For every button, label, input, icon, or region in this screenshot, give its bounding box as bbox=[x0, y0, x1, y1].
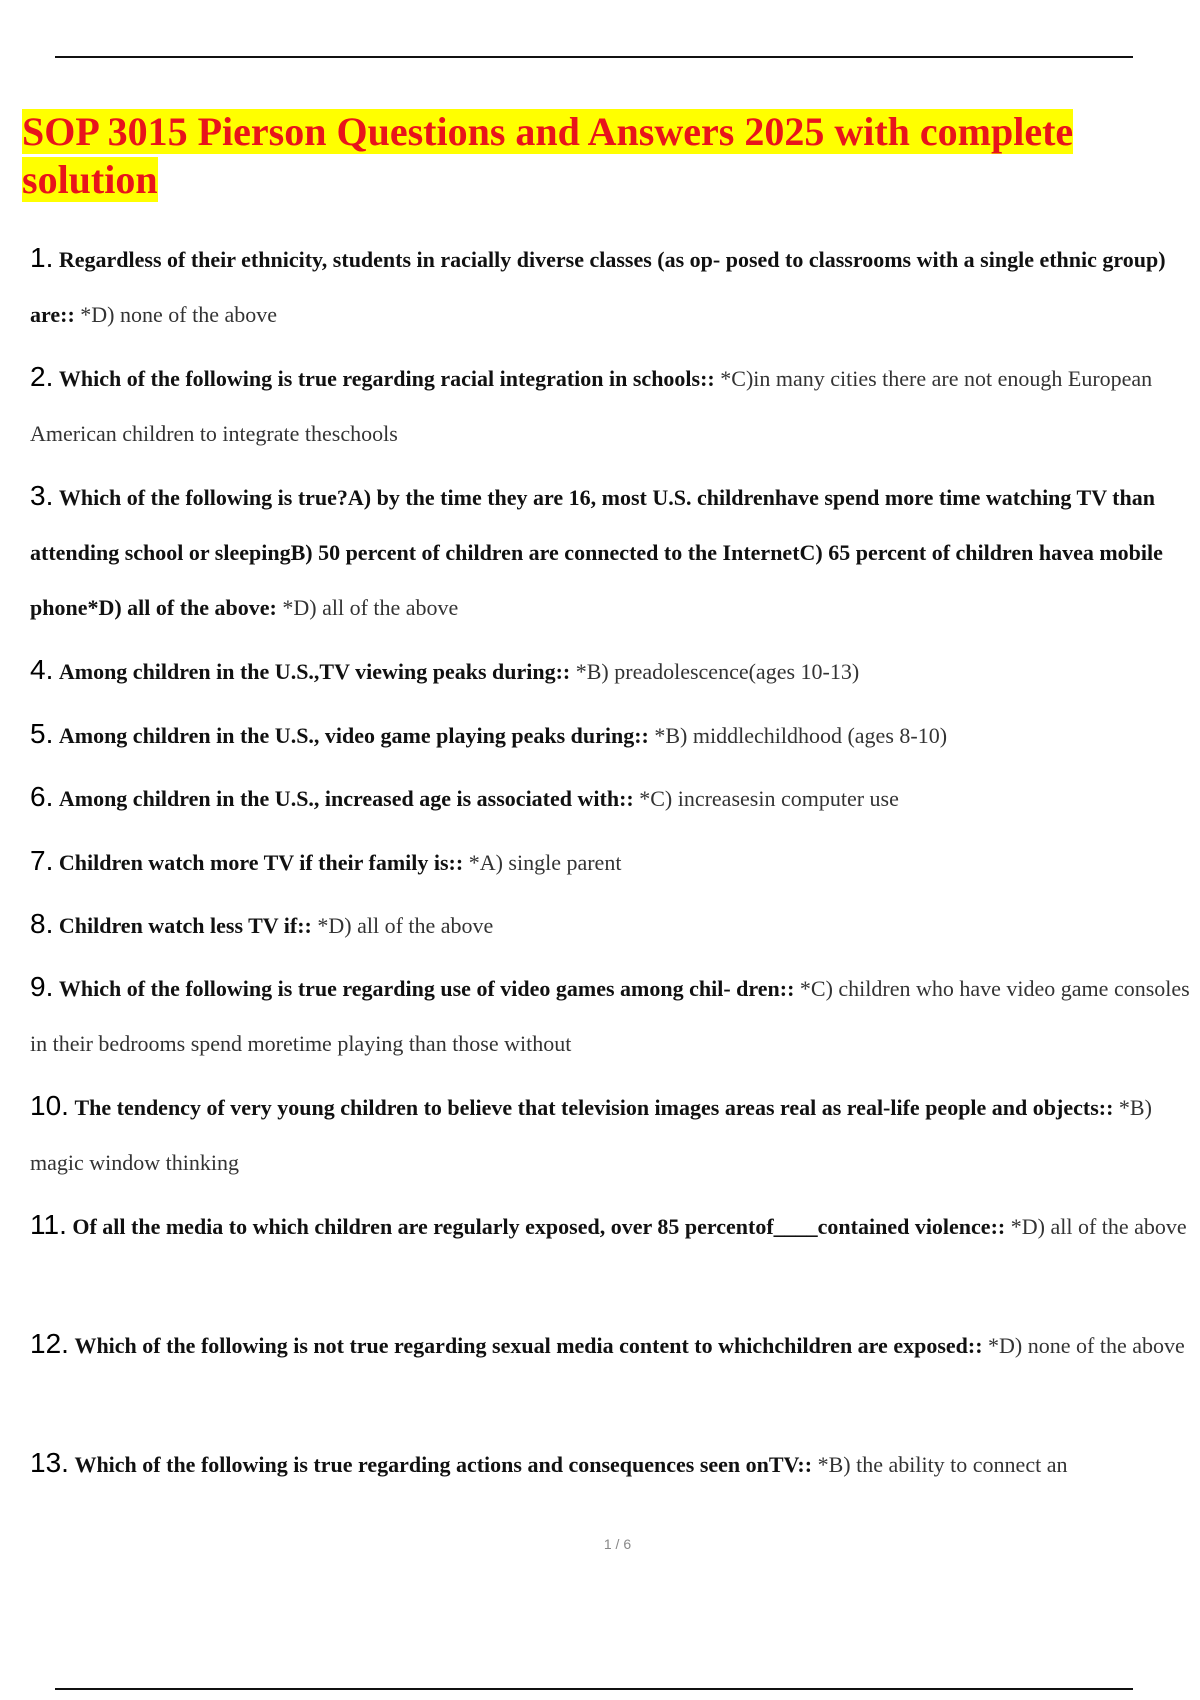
question-text: Which of the following is true regarding use of video games among chil- dren:: bbox=[58, 976, 795, 1001]
question-text: Among children in the U.S., increased age is associated with:: bbox=[58, 786, 634, 811]
question-text: Which of the following is true regarding actions and consequences seen onTV:: bbox=[74, 1452, 813, 1477]
question-number: 12. bbox=[30, 1328, 69, 1359]
question-text: Children watch less TV if:: bbox=[58, 913, 312, 938]
qa-item-8 bbox=[30, 896, 1190, 953]
answer-text: *D) none of the above bbox=[80, 302, 278, 327]
document-title-text: SOP 3015 Pierson Questions and Answers 2025 with complete solution bbox=[22, 109, 1074, 202]
answer-text: *C) children who have video game consoles in their bedrooms spend moretime playing than those without bbox=[30, 976, 1190, 1056]
answer-text: *C) increasesin computer use bbox=[639, 786, 899, 811]
answer-text: *C)in many cities there are not enough European American children to integrate theschools bbox=[30, 366, 1153, 446]
question-text: Which of the following is true?A) by the time they are 16, most U.S. childrenhave spend more time watching TV than attending school or sleepingB) 50 percent of children are connected to the InternetC) 65 percent of children havea mobile phone*D) all of the above: bbox=[30, 485, 1163, 620]
answer-text: *D) all of the above bbox=[1010, 1214, 1187, 1239]
question-text: Regardless of their ethnicity, students in racially diverse classes (as op- posed to classrooms with a single ethnic group) are:: bbox=[30, 247, 1166, 327]
question-number: 9. bbox=[30, 971, 54, 1002]
question-text: Children watch more TV if their family is:: bbox=[58, 850, 464, 875]
question-number: 2. bbox=[30, 361, 54, 392]
question-number: 11. bbox=[30, 1209, 67, 1240]
question-text: Among children in the U.S., video game playing peaks during:: bbox=[58, 723, 649, 748]
question-number: 10. bbox=[30, 1090, 69, 1121]
qa-item-12 bbox=[30, 1316, 1190, 1373]
question-text: Of all the media to which children are regularly exposed, over 85 percentof____contained violence:: bbox=[72, 1214, 1006, 1239]
qa-item-7 bbox=[30, 833, 1190, 890]
top-divider bbox=[55, 56, 1133, 58]
question-number: 5. bbox=[30, 718, 54, 749]
question-number: 6. bbox=[30, 781, 54, 812]
qa-item-1 bbox=[30, 230, 1190, 342]
answer-text: *D) all of the above bbox=[282, 595, 459, 620]
qa-item-11 bbox=[30, 1197, 1190, 1254]
question-text: Which of the following is true regarding racial integration in schools:: bbox=[58, 366, 715, 391]
qa-item-5 bbox=[30, 706, 1190, 763]
answer-text: *D) all of the above bbox=[317, 913, 494, 938]
answer-text: *D) none of the above bbox=[988, 1333, 1185, 1358]
question-number: 8. bbox=[30, 908, 54, 939]
question-text: Among children in the U.S.,TV viewing peaks during:: bbox=[58, 659, 571, 684]
bottom-divider bbox=[55, 1688, 1133, 1690]
question-text: The tendency of very young children to believe that television images areas real as real-life people and objects:: bbox=[74, 1095, 1114, 1120]
answer-text: *B) preadolescence(ages 10-13) bbox=[575, 659, 860, 684]
question-number: 13. bbox=[30, 1447, 69, 1478]
question-text: Which of the following is not true regarding sexual media content to whichchildren are exposed:: bbox=[74, 1333, 983, 1358]
answer-text: *B) middlechildhood (ages 8-10) bbox=[654, 723, 948, 748]
question-number: 7. bbox=[30, 845, 54, 876]
document-title bbox=[22, 108, 1172, 204]
qa-item-6 bbox=[30, 769, 1190, 826]
answer-text: *A) single parent bbox=[468, 850, 622, 875]
answer-text: *B) the ability to connect an bbox=[817, 1452, 1068, 1477]
qa-item-10 bbox=[30, 1078, 1190, 1190]
qa-item-4 bbox=[30, 642, 1190, 699]
qa-item-2 bbox=[30, 349, 1190, 461]
page-number: 1 / 6 bbox=[603, 1536, 632, 1552]
question-number: 4. bbox=[30, 654, 54, 685]
qa-item-13 bbox=[30, 1435, 1190, 1492]
qa-item-9 bbox=[30, 959, 1190, 1071]
question-number: 3. bbox=[30, 480, 54, 511]
answer-text: *B) magic window thinking bbox=[30, 1095, 1152, 1175]
qa-item-3 bbox=[30, 468, 1190, 635]
question-number: 1. bbox=[30, 242, 54, 273]
